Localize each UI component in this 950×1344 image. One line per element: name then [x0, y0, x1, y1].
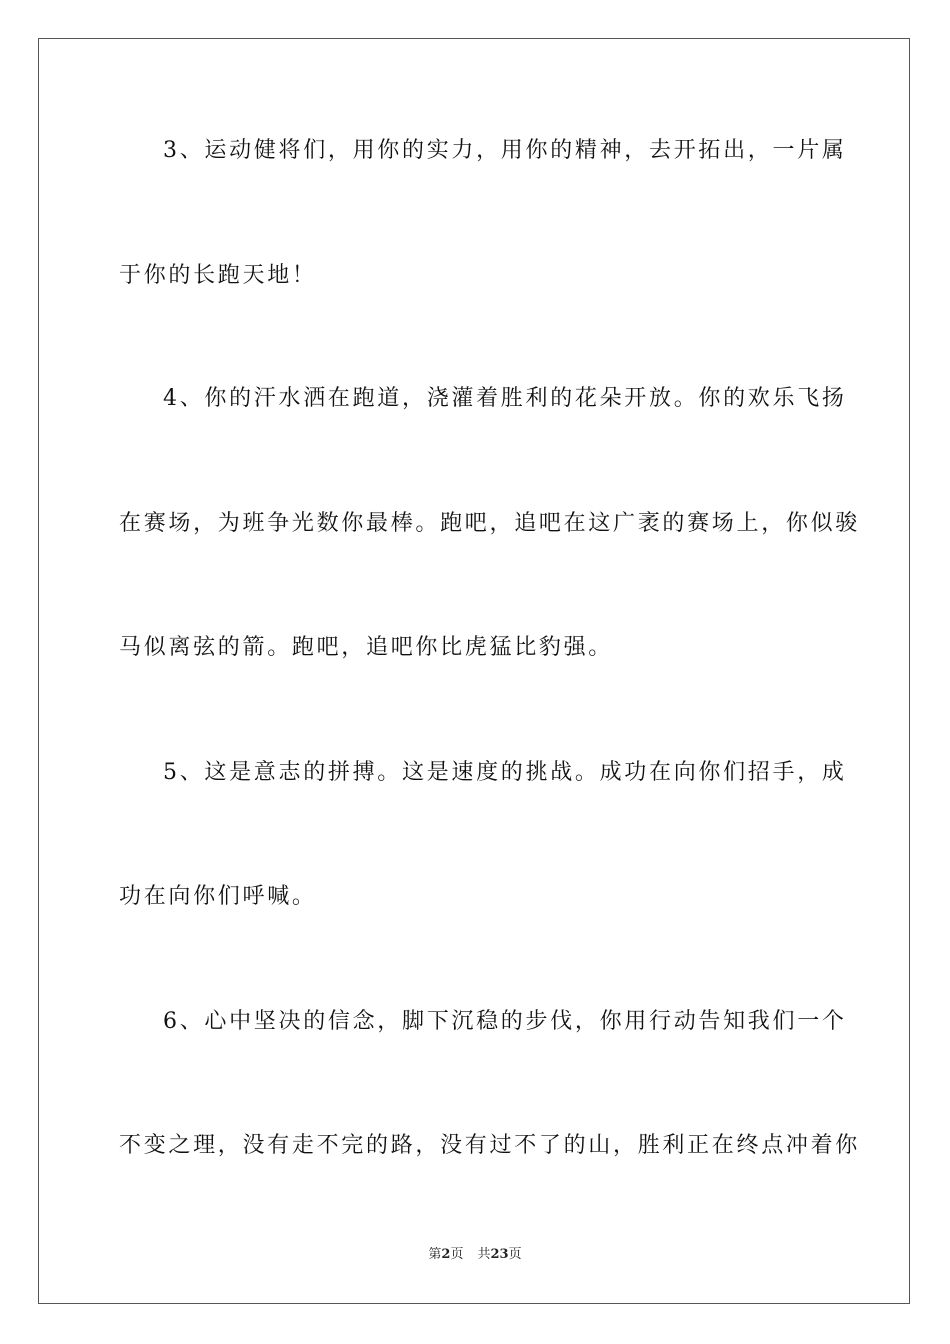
paragraph-5-line-1: 5、这是意志的拼搏。这是速度的挑战。成功在向你们招手，成	[163, 760, 847, 785]
footer-total-prefix: 共	[477, 1247, 491, 1262]
paragraph-5-line-2: 功在向你们呼喊。	[119, 884, 317, 909]
paragraph-4-line-3: 马似离弦的箭。跑吧，追吧你比虎猛比豹强。	[119, 635, 614, 660]
paragraph-6-line-2: 不变之理，没有走不完的路，没有过不了的山，胜利正在终点冲着你	[119, 1133, 861, 1158]
paragraph-4-line-1: 4、你的汗水洒在跑道，浇灌着胜利的花朵开放。你的欢乐飞扬	[163, 386, 847, 411]
footer-total-suffix: 页	[508, 1247, 522, 1262]
footer-page-number: 2	[441, 1247, 451, 1262]
footer-total-pages: 23	[490, 1247, 509, 1262]
page-footer	[0, 1246, 950, 1264]
paragraph-3-line-1: 3、运动健将们，用你的实力，用你的精神，去开拓出，一片属	[163, 138, 847, 163]
footer-page-prefix: 第	[428, 1247, 442, 1262]
paragraph-3-line-2: 于你的长跑天地！	[119, 263, 317, 288]
paragraph-6-line-1: 6、心中坚决的信念，脚下沉稳的步伐，你用行动告知我们一个	[163, 1009, 847, 1034]
paragraph-4-line-2: 在赛场，为班争光数你最棒。跑吧，追吧在这广袤的赛场上，你似骏	[119, 511, 861, 536]
footer-page-suffix: 页	[450, 1247, 464, 1262]
page-border	[38, 38, 910, 1304]
